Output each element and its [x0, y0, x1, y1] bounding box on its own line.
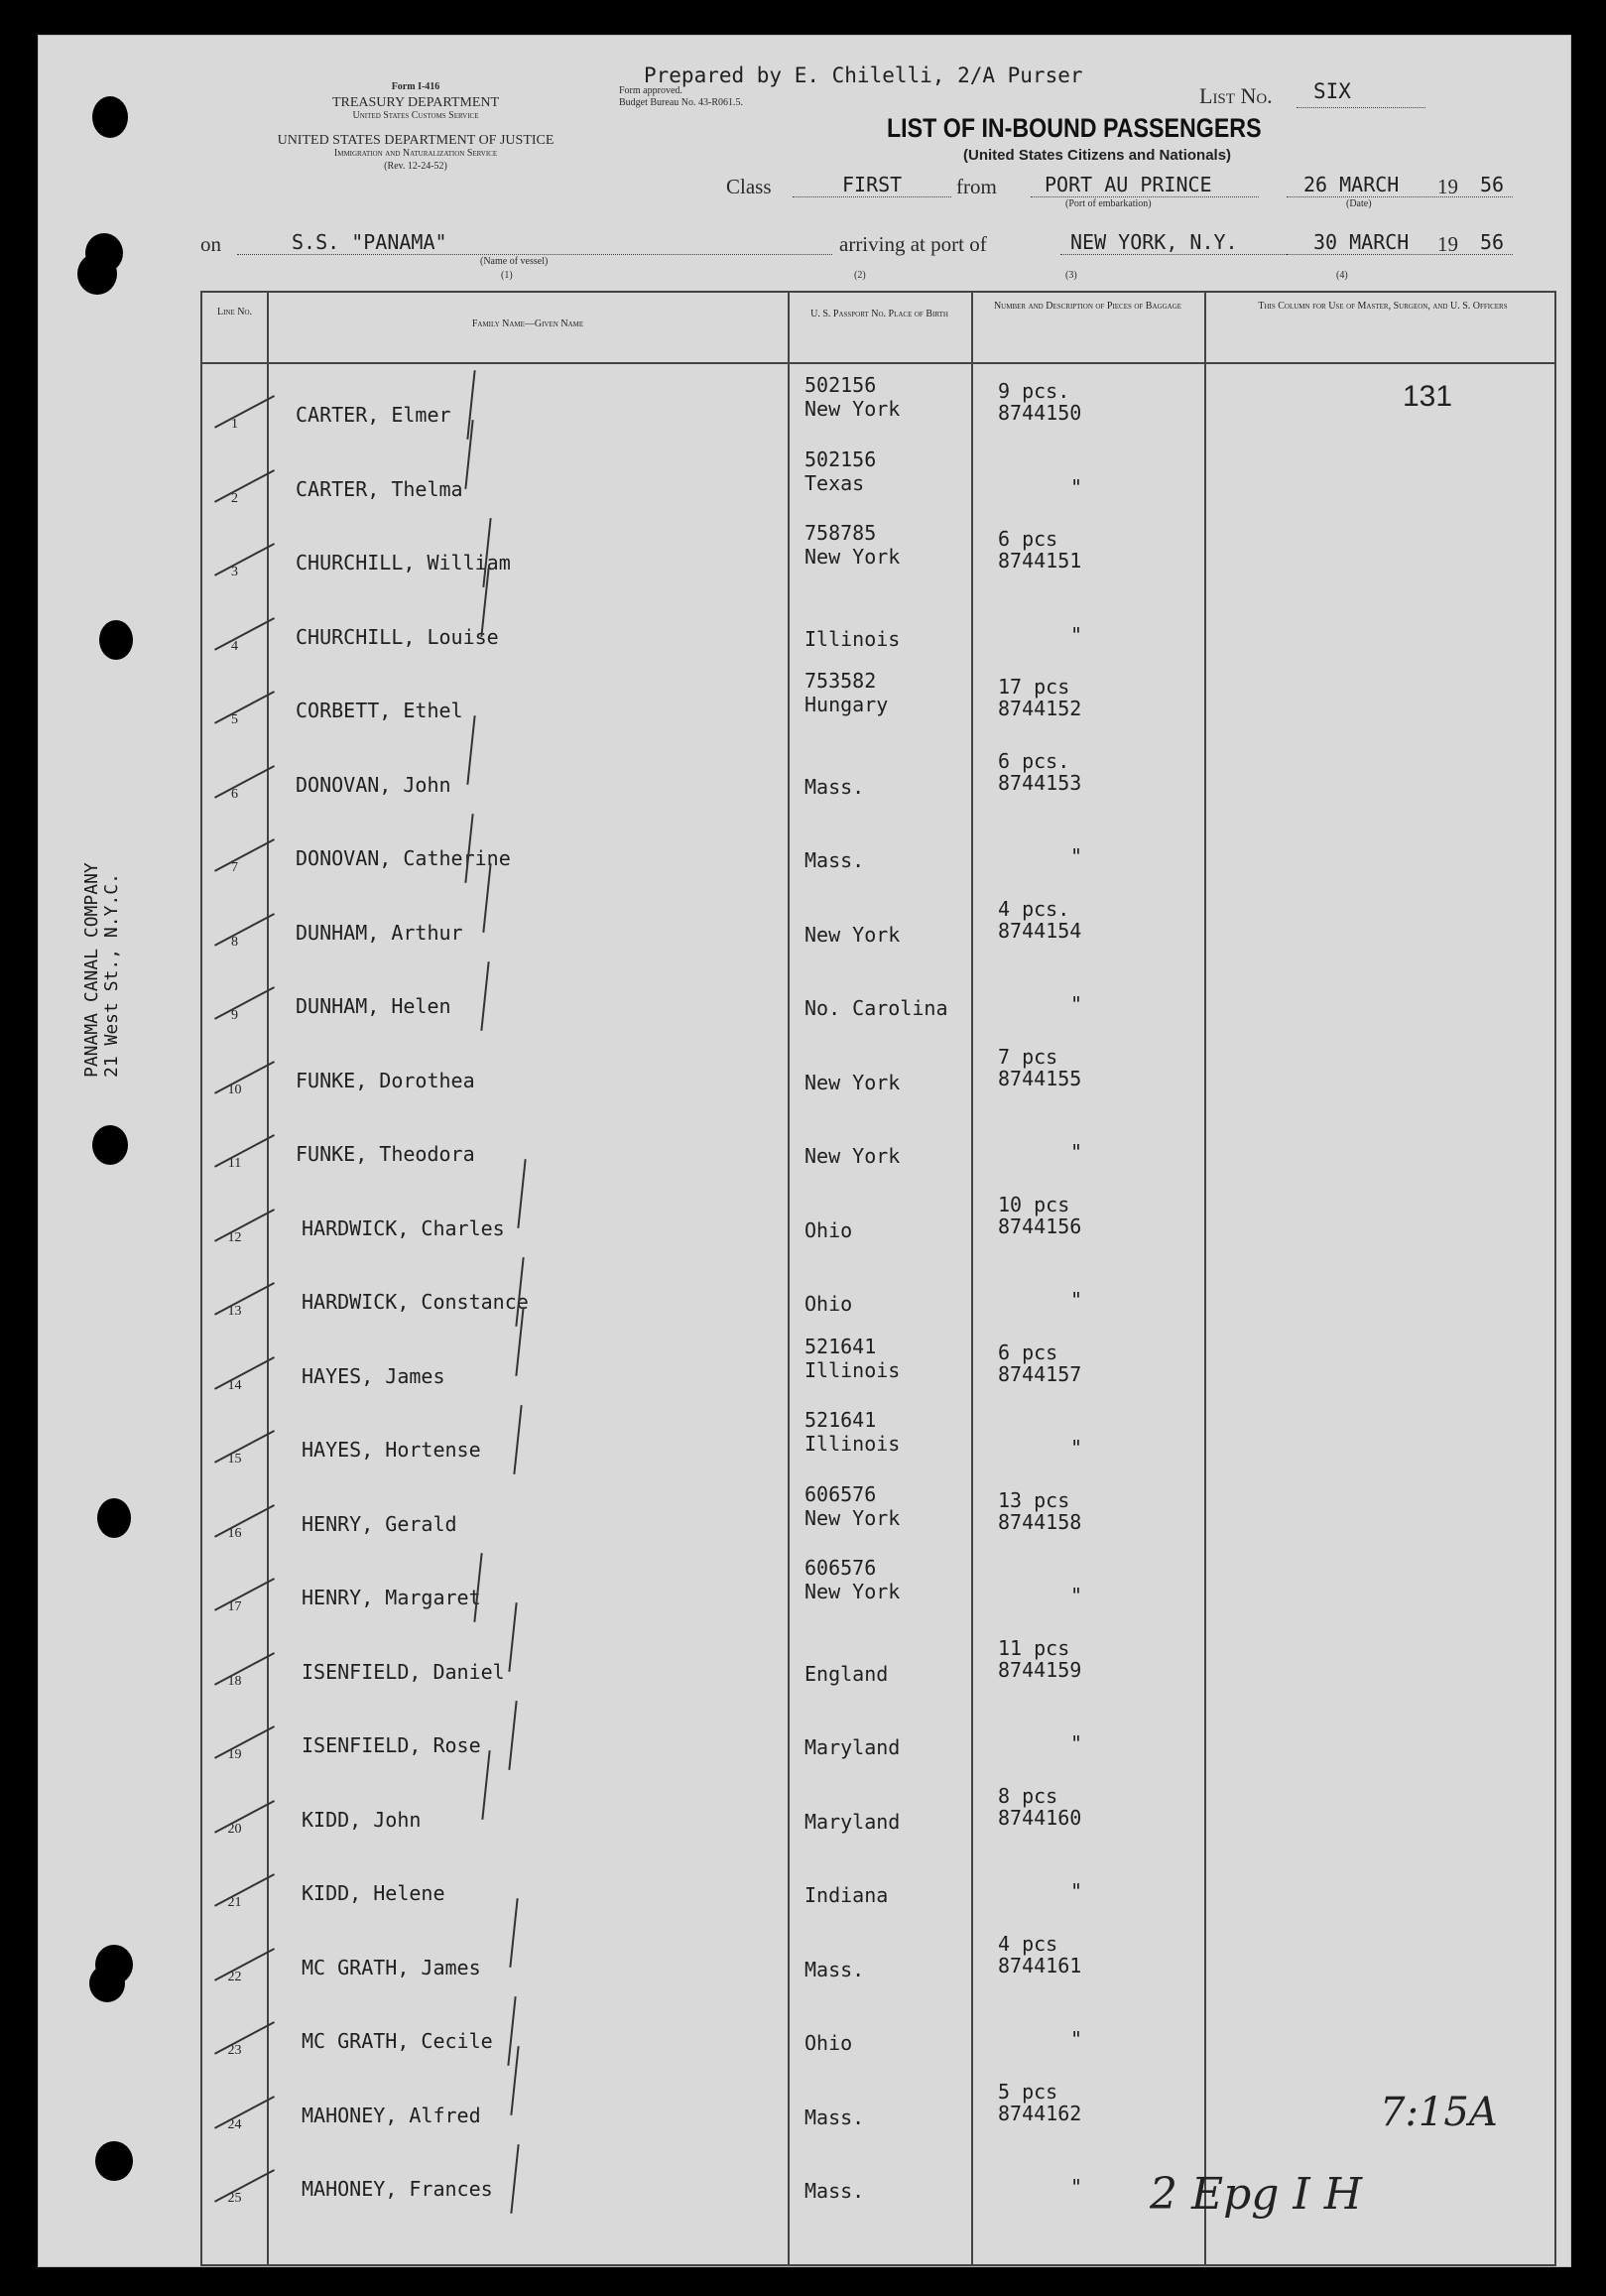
handwritten-signature: 2 Epg I H	[1150, 2169, 1363, 2220]
place-of-birth: Ohio	[804, 2031, 853, 2055]
baggage-tag: "	[1070, 1436, 1083, 1460]
baggage-tag: 8744158	[998, 1509, 1082, 1534]
treasury-heading: TREASURY DEPARTMENT	[331, 95, 500, 110]
binder-hole	[97, 1498, 131, 1538]
port-embarkation: PORT AU PRINCE	[1045, 173, 1212, 196]
table-row	[202, 1548, 1554, 1622]
place-of-birth: Mass.	[804, 2179, 865, 2203]
passenger-name: DUNHAM, Arthur	[296, 920, 463, 945]
place-of-birth: Maryland	[804, 1735, 901, 1759]
baggage-count: 7 pcs	[998, 1044, 1058, 1069]
line-number: 9	[231, 1008, 238, 1023]
passenger-name: DUNHAM, Helen	[296, 994, 451, 1018]
line-number: 21	[227, 1895, 242, 1910]
year-prefix-2: 19	[1437, 232, 1458, 256]
table-row	[202, 1918, 1554, 1992]
passenger-name: KIDD, Helene	[302, 1881, 445, 1905]
baggage-count: 5 pcs	[998, 2079, 1058, 2104]
table-row	[202, 1327, 1554, 1401]
passenger-name: CHURCHILL, Louise	[296, 624, 499, 649]
date-embarkation: 26 MARCH	[1303, 173, 1400, 196]
baggage-count: 6 pcs.	[998, 748, 1070, 773]
baggage-tag: 8744157	[998, 1361, 1082, 1386]
year-prefix-1: 19	[1437, 175, 1458, 198]
passport-number: 502156	[804, 373, 877, 397]
passenger-name: KIDD, John	[302, 1807, 422, 1832]
baggage-tag: 8744160	[998, 1805, 1082, 1830]
place-of-birth: Illinois	[804, 1357, 901, 1382]
line-number: 18	[227, 1673, 242, 1689]
passenger-name: DONOVAN, John	[296, 772, 451, 797]
revision: (Rev. 12-24-52)	[384, 161, 447, 172]
binder-hole	[99, 620, 133, 660]
line-number: 7	[231, 860, 238, 875]
baggage-count: 11 pcs	[998, 1635, 1070, 1660]
verification-tick	[507, 1996, 516, 2066]
year-embarkation: 56	[1480, 173, 1505, 196]
place-of-birth: New York	[804, 397, 901, 421]
port-embarkation-caption: (Port of embarkation)	[1065, 198, 1152, 209]
table-row	[202, 365, 1554, 440]
table-row	[202, 587, 1554, 662]
verification-tick	[480, 961, 489, 1031]
place-of-birth: New York	[804, 922, 901, 947]
baggage-tag: 8744159	[998, 1657, 1082, 1682]
baggage-tag: 8744150	[998, 401, 1082, 425]
line-number: 20	[227, 1821, 242, 1837]
table-row	[202, 1104, 1554, 1179]
place-of-birth: Ohio	[804, 1217, 853, 1242]
table-row	[202, 1844, 1554, 1918]
line-number: 11	[227, 1156, 242, 1171]
place-of-birth: Hungary	[804, 693, 889, 716]
line-number: 17	[227, 1599, 242, 1614]
passport-number: 606576	[804, 1556, 877, 1580]
prepared-by: Prepared by E. Chilelli, 2/A Purser	[644, 64, 1083, 87]
passenger-name: MAHONEY, Frances	[302, 2177, 493, 2201]
baggage-tag: "	[1070, 2175, 1083, 2199]
place-of-birth: Mass.	[804, 2105, 865, 2129]
line-number: 2	[231, 490, 238, 506]
passenger-name: HENRY, Gerald	[302, 1511, 457, 1536]
baggage-tag: 8744151	[998, 549, 1082, 573]
baggage-tag: "	[1070, 622, 1083, 647]
line-number: 8	[231, 934, 238, 950]
table-row	[202, 1474, 1554, 1549]
baggage-count: 4 pcs	[998, 1931, 1058, 1956]
list-no-label: List No.	[1199, 83, 1273, 108]
baggage-tag: 8744154	[998, 918, 1082, 943]
table-row	[202, 809, 1554, 883]
baggage-count: 17 pcs	[998, 675, 1070, 699]
binder-hole	[95, 2141, 133, 2181]
class-label: Class	[726, 175, 772, 198]
company-address: 21 West St., N.Y.C.	[101, 873, 122, 1078]
baggage-tag: 8744155	[998, 1066, 1082, 1090]
passenger-name: DONOVAN, Catherine	[296, 846, 511, 870]
line-number: 19	[227, 1747, 242, 1762]
col-header-officers: This Column for Use of Master, Surgeon, and U. S. Officers	[1258, 301, 1508, 312]
justice-heading: UNITED STATES DEPARTMENT OF JUSTICE	[277, 133, 555, 148]
line-number: 5	[231, 712, 238, 727]
table-row	[202, 2066, 1554, 2140]
table-row	[202, 1179, 1554, 1253]
baggage-count: 10 pcs	[998, 1192, 1070, 1216]
vessel-caption: (Name of vessel)	[480, 256, 549, 267]
place-of-birth: Illinois	[804, 1432, 901, 1456]
line-number: 10	[227, 1082, 242, 1097]
table-row	[202, 513, 1554, 587]
passenger-name: HARDWICK, Charles	[302, 1215, 505, 1240]
place-of-birth: Ohio	[804, 1292, 853, 1316]
place-of-birth: New York	[804, 1580, 901, 1603]
baggage-tag: 8744161	[998, 1953, 1082, 1977]
place-of-birth: Illinois	[804, 626, 901, 651]
place-of-birth: Maryland	[804, 1809, 901, 1834]
baggage-tag: "	[1070, 1140, 1083, 1164]
handwritten-note-time: 7:15A	[1380, 2090, 1498, 2135]
passport-number: 521641	[804, 1334, 877, 1358]
table-row	[202, 1252, 1554, 1327]
class-value: FIRST	[842, 173, 903, 196]
passport-number: 753582	[804, 669, 877, 693]
place-of-birth: Mass.	[804, 1957, 865, 1981]
arriving-label: arriving at port of	[839, 232, 987, 256]
col-header-name: Family Name—Given Name	[471, 319, 584, 329]
table-row	[202, 1770, 1554, 1845]
binder-hole	[92, 1125, 128, 1165]
caption-1: (1)	[501, 270, 513, 281]
baggage-count: 8 pcs	[998, 1783, 1058, 1808]
year-arrival: 56	[1480, 230, 1505, 254]
list-no-value: SIX	[1313, 79, 1351, 103]
baggage-tag: "	[1070, 474, 1083, 499]
baggage-count: 4 pcs.	[998, 896, 1070, 921]
place-of-birth: New York	[804, 545, 901, 569]
manifest-page	[38, 35, 1571, 2267]
baggage-count: 13 pcs	[998, 1487, 1070, 1512]
passport-number: 502156	[804, 446, 877, 471]
date-arrival: 30 MARCH	[1313, 230, 1410, 254]
line-number: 25	[227, 2191, 242, 2206]
place-of-birth: Texas	[804, 470, 865, 495]
passport-number: 521641	[804, 1408, 877, 1432]
place-of-birth: Indiana	[804, 1883, 889, 1907]
passenger-name: HAYES, James	[302, 1363, 445, 1388]
baggage-tag: "	[1070, 1731, 1083, 1755]
table-row	[202, 661, 1554, 735]
verification-tick	[513, 1405, 522, 1474]
company-name: PANAMA CANAL COMPANY	[81, 862, 102, 1078]
verification-tick	[510, 2144, 519, 2214]
baggage-tag: "	[1070, 1584, 1083, 1607]
line-number: 14	[227, 1377, 242, 1393]
caption-3: (3)	[1065, 270, 1077, 281]
date-caption: (Date)	[1346, 198, 1372, 209]
baggage-tag: "	[1070, 1288, 1083, 1312]
line-number: 4	[231, 638, 238, 654]
vessel-name: S.S. "PANAMA"	[292, 230, 447, 254]
baggage-tag: "	[1070, 1879, 1083, 1903]
passenger-name: ISENFIELD, Daniel	[302, 1659, 505, 1684]
form-number: Form I-416	[391, 81, 440, 92]
line-number: 23	[227, 2043, 242, 2058]
passenger-name: CARTER, Thelma	[296, 476, 463, 501]
line-number: 13	[227, 1304, 242, 1319]
baggage-tag: 8744162	[998, 2101, 1082, 2125]
budget-bureau: Budget Bureau No. 43-R061.5.	[619, 97, 743, 108]
line-number: 15	[227, 1452, 242, 1467]
passenger-name: FUNKE, Dorothea	[296, 1068, 475, 1092]
baggage-tag: 8744156	[998, 1213, 1082, 1238]
line-number: 6	[231, 786, 238, 802]
baggage-count: 6 pcs	[998, 527, 1058, 551]
table-row	[202, 1991, 1554, 2066]
passport-number: 606576	[804, 1481, 877, 1506]
passenger-name: ISENFIELD, Rose	[302, 1733, 481, 1757]
on-label: on	[200, 232, 221, 256]
table-row	[202, 883, 1554, 957]
baggage-tag: "	[1070, 844, 1083, 868]
baggage-count: 6 pcs	[998, 1339, 1058, 1364]
passenger-table	[200, 291, 1556, 2266]
ins-heading: Immigration and Naturalization Service	[333, 148, 498, 159]
caption-2: (2)	[854, 270, 866, 281]
from-label: from	[956, 175, 997, 198]
line-number: 24	[227, 2116, 242, 2132]
passenger-name: CORBETT, Ethel	[296, 699, 463, 722]
passenger-name: HAYES, Hortense	[302, 1438, 481, 1462]
baggage-tag: 8744153	[998, 770, 1082, 795]
col-header-passport: U. S. Passport No. Place of Birth	[810, 309, 948, 319]
passenger-name: MAHONEY, Alfred	[302, 2103, 481, 2127]
form-approved: Form approved.	[619, 85, 682, 96]
passenger-name: MC GRATH, Cecile	[302, 2029, 493, 2053]
place-of-birth: New York	[804, 1070, 901, 1094]
line-number: 12	[227, 1229, 242, 1245]
list-subtitle: (United States Citizens and Nationals)	[963, 147, 1232, 164]
line-number: 1	[231, 417, 238, 432]
place-of-birth: New York	[804, 1505, 901, 1530]
passport-number: 758785	[804, 521, 877, 545]
place-of-birth: England	[804, 1661, 889, 1686]
line-number: 22	[227, 1969, 242, 1984]
table-row	[202, 1031, 1554, 1105]
passenger-name: HARDWICK, Constance	[302, 1290, 529, 1314]
table-row	[202, 440, 1554, 514]
company-stamp	[82, 740, 122, 1078]
officer-count: 131	[1403, 380, 1453, 413]
binder-hole	[92, 96, 128, 138]
passenger-name: MC GRATH, James	[302, 1955, 481, 1979]
table-row	[202, 1622, 1554, 1697]
baggage-tag: "	[1070, 2027, 1083, 2051]
baggage-tag: "	[1070, 992, 1083, 1016]
col-header-line: Line No.	[216, 307, 253, 318]
table-row	[202, 735, 1554, 810]
binder-hole	[77, 253, 117, 295]
table-row	[202, 1400, 1554, 1474]
baggage-count: 9 pcs.	[998, 379, 1070, 403]
place-of-birth: No. Carolina	[804, 996, 948, 1020]
line-number: 16	[227, 1525, 242, 1541]
customs-heading: United States Customs Service	[352, 110, 479, 121]
binder-hole	[89, 1965, 125, 2002]
table-row	[202, 957, 1554, 1031]
list-title: LIST OF IN-BOUND PASSENGERS	[887, 113, 1262, 143]
passenger-name: FUNKE, Theodora	[296, 1142, 475, 1166]
line-number: 3	[231, 565, 238, 579]
caption-4: (4)	[1336, 270, 1348, 281]
place-of-birth: New York	[804, 1144, 901, 1168]
passenger-name: CHURCHILL, William	[296, 551, 511, 574]
table-row	[202, 1696, 1554, 1770]
passenger-name: HENRY, Margaret	[302, 1586, 481, 1609]
place-of-birth: Mass.	[804, 774, 865, 799]
baggage-tag: 8744152	[998, 697, 1082, 720]
place-of-birth: Mass.	[804, 848, 865, 872]
col-header-baggage: Number and Description of Pieces of Baggage	[993, 301, 1182, 312]
passenger-name: CARTER, Elmer	[296, 403, 451, 427]
port-arrival: NEW YORK, N.Y.	[1070, 230, 1238, 254]
verification-tick	[508, 1701, 517, 1770]
